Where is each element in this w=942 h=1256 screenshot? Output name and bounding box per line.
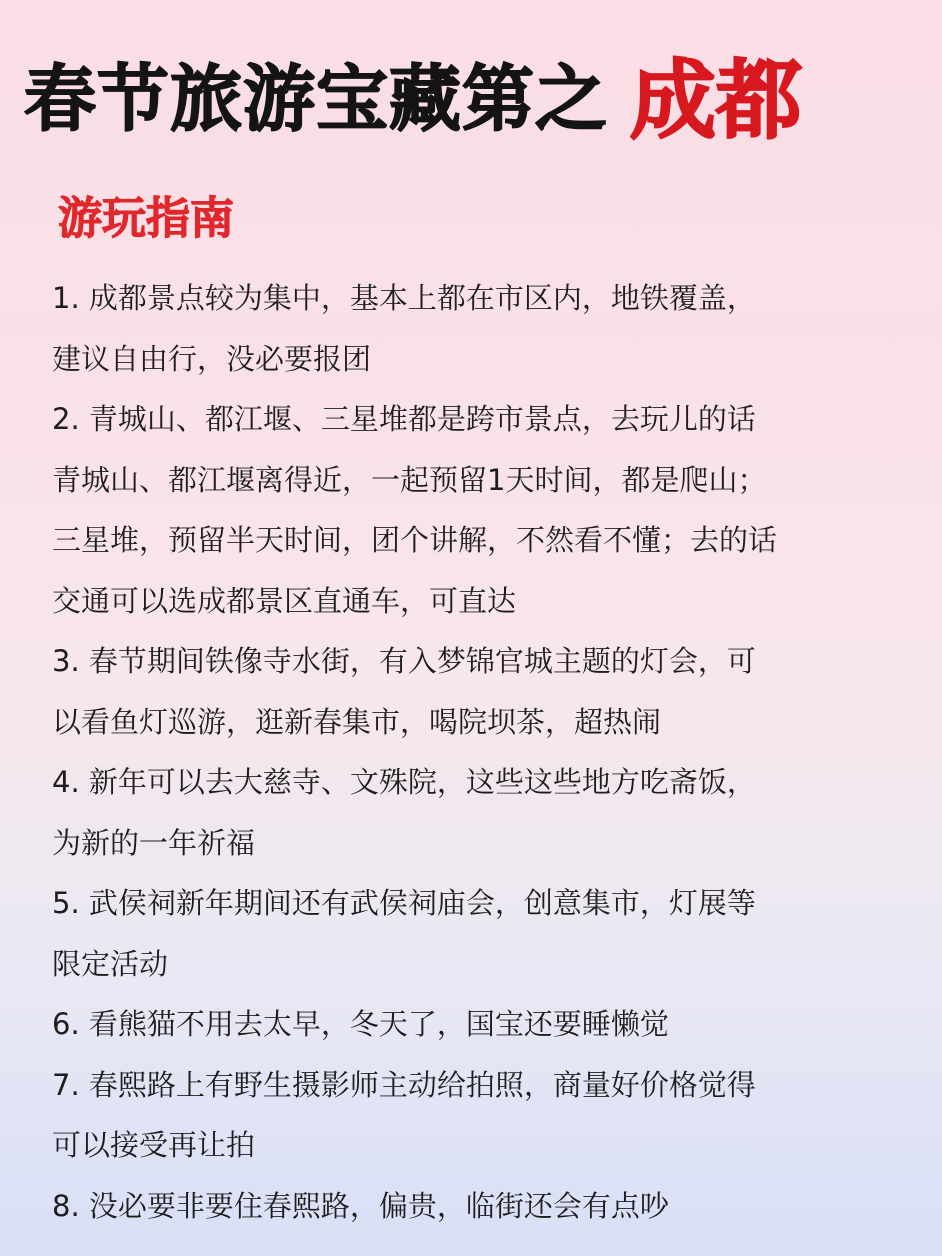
tip-line <box>52 692 902 753</box>
tip-line <box>52 631 902 692</box>
tip-text: 春节期间铁像寺水街，有入梦锦官城主题的灯会，可 <box>88 644 756 678</box>
tip-text: 春熙路上有野生摄影师主动给拍照，商量好价格觉得 <box>88 1067 756 1102</box>
tip-number: 6. <box>52 1007 89 1041</box>
title-city-highlight: 成都 <box>630 51 803 151</box>
tip-number: 5. <box>52 886 89 920</box>
tip-line <box>52 450 902 511</box>
tip-line <box>52 510 902 571</box>
tip-text: 建议自由行，没必要报团 <box>52 341 372 376</box>
tip-text: 三星堆，预留半天时间，团个讲解，不然看不懂；去的话 <box>52 523 778 557</box>
tip-text: 限定活动 <box>52 946 169 981</box>
tip-line <box>52 571 902 632</box>
tip-line <box>52 1115 902 1176</box>
tip-text: 看熊猫不用去太早，冬天了，国宝还要睡懒觉 <box>88 1007 669 1041</box>
tip-text: 以看鱼灯巡游，逛新春集市，喝院坝茶，超热闹 <box>52 704 662 739</box>
page-title <box>24 38 803 151</box>
tip-line <box>52 934 902 995</box>
tips-list <box>52 268 902 1236</box>
tip-line <box>52 813 902 874</box>
tip-text: 交通可以选成都景区直通车，可直达 <box>52 583 517 618</box>
tip-text: 没必要非要住春熙路，偏贵，临街还会有点吵 <box>88 1188 669 1223</box>
tip-number: 1. <box>52 281 89 315</box>
tip-text: 可以接受再让拍 <box>52 1128 256 1162</box>
tip-text: 成都景点较为集中，基本上都在市区内，地铁覆盖， <box>88 281 756 315</box>
tip-text: 青城山、都江堰离得近，一起预留1天时间，都是爬山； <box>52 462 767 497</box>
section-heading: 游玩指南 <box>58 193 234 244</box>
tip-line <box>52 389 902 450</box>
tip-line <box>52 873 902 934</box>
tip-line <box>52 329 902 390</box>
tip-number: 2. <box>52 402 89 436</box>
tip-line <box>52 752 902 813</box>
tip-line <box>52 994 902 1055</box>
tip-number: 4. <box>52 765 89 799</box>
title-text: 春节旅游宝藏第之 <box>24 57 609 141</box>
tip-line <box>52 1176 902 1237</box>
tip-line <box>52 1055 902 1116</box>
tip-text: 青城山、都江堰、三星堆都是跨市景点，去玩儿的话 <box>88 402 756 436</box>
tip-number: 8. <box>52 1188 89 1223</box>
tip-text: 新年可以去大慈寺、文殊院，这些这些地方吃斋饭， <box>88 765 756 799</box>
tip-number: 3. <box>52 644 89 678</box>
tip-line <box>52 268 902 329</box>
tip-text: 武侯祠新年期间还有武侯祠庙会，创意集市，灯展等 <box>88 886 756 920</box>
tip-text: 为新的一年祈福 <box>52 825 256 860</box>
tip-number: 7. <box>52 1067 89 1102</box>
